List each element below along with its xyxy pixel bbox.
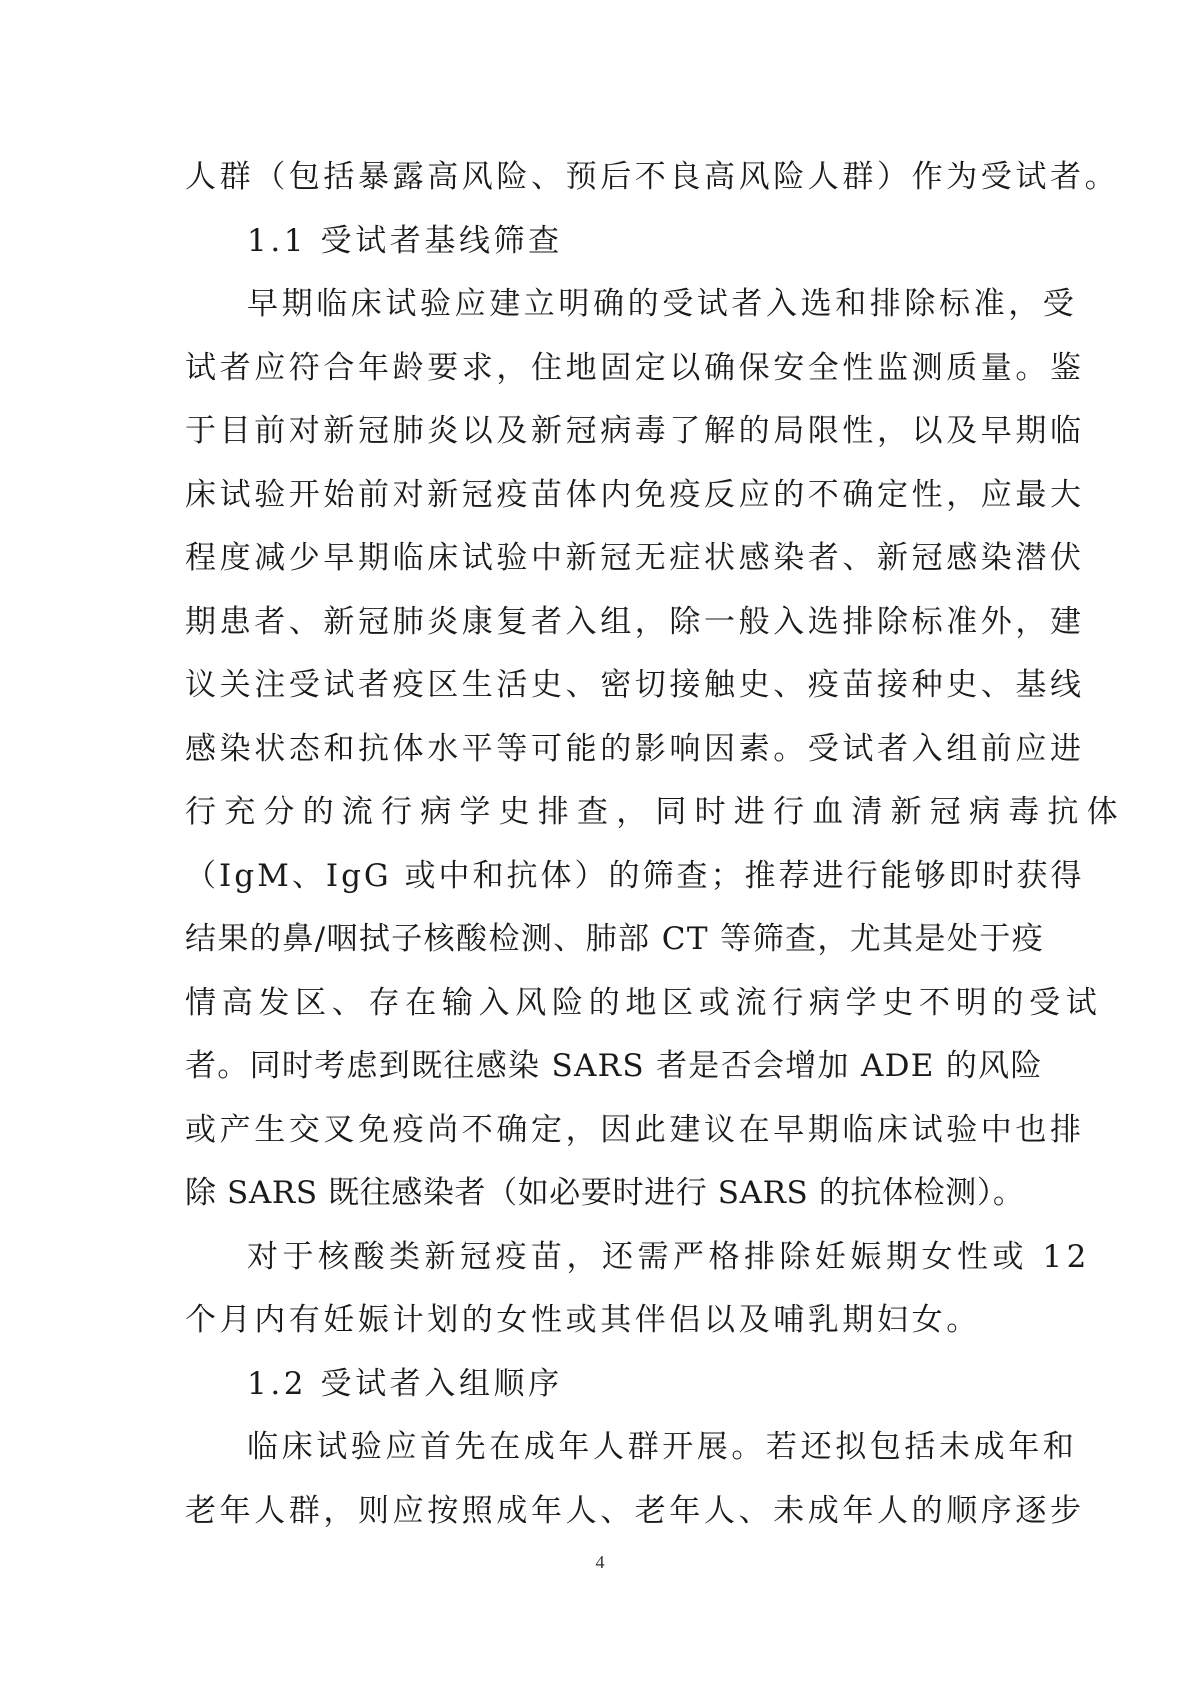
page-number: 4 [595, 1552, 605, 1572]
text-line: 感染状态和抗体水平等可能的影响因素。受试者入组前应进 [185, 730, 1085, 767]
text-line: 议关注受试者疫区生活史、密切接触史、疫苗接种史、基线 [185, 667, 1085, 703]
section-heading-1-1: 1.1 受试者基线筛查 [247, 222, 563, 259]
text-line: 行充分的流行病学史排查，同时进行血清新冠病毒抗体 [185, 794, 1126, 830]
text-line: 者。同时考虑到既往感染 SARS 者是否会增加 ADE 的风险 [185, 1048, 1043, 1084]
text-line: 老年人群，则应按照成年人、老年人、未成年人的顺序逐步 [185, 1492, 1085, 1529]
text-line: 或产生交叉免疫尚不确定，因此建议在早期临床试验中也排 [185, 1111, 1085, 1148]
body-text [185, 146, 1126, 1543]
text-line: 试者应符合年龄要求，住地固定以确保安全性监测质量。鉴 [185, 349, 1085, 386]
section-heading-1-2: 1.2 受试者入组顺序 [247, 1365, 563, 1402]
text-line: 结果的鼻/咽拭子核酸检测、肺部 CT 等筛查，尤其是处于疫 [185, 921, 1045, 957]
text-line: 期患者、新冠肺炎康复者入组，除一般入选排除标准外，建 [185, 603, 1085, 640]
text-line: 情高发区、存在输入风险的地区或流行病学史不明的受试 [185, 984, 1103, 1021]
text-line: 临床试验应首先在成年人群开展。若还拟包括未成年和 [247, 1429, 1078, 1465]
text-line: 除 SARS 既往感染者（如必要时进行 SARS 的抗体检测）。 [185, 1175, 1025, 1211]
text-line: 程度减少早期临床试验中新冠无症状感染者、新冠感染潜伏 [185, 540, 1085, 576]
text-line: 个月内有妊娠计划的女性或其伴侣以及哺乳期妇女。 [185, 1302, 981, 1338]
text-line: 对于核酸类新冠疫苗，还需严格排除妊娠期女性或 12 [247, 1238, 1091, 1275]
text-line: 床试验开始前对新冠疫苗体内免疫反应的不确定性，应最大 [185, 476, 1085, 513]
text-line: （IgM、IgG 或中和抗体）的筛查；推荐进行能够即时获得 [185, 857, 1085, 894]
text-line: 人群（包括暴露高风险、预后不良高风险人群）作为受试者。 [185, 159, 1120, 195]
text-line: 于目前对新冠肺炎以及新冠病毒了解的局限性，以及早期临 [185, 413, 1085, 449]
text-line: 早期临床试验应建立明确的受试者入选和排除标准，受 [247, 286, 1078, 322]
